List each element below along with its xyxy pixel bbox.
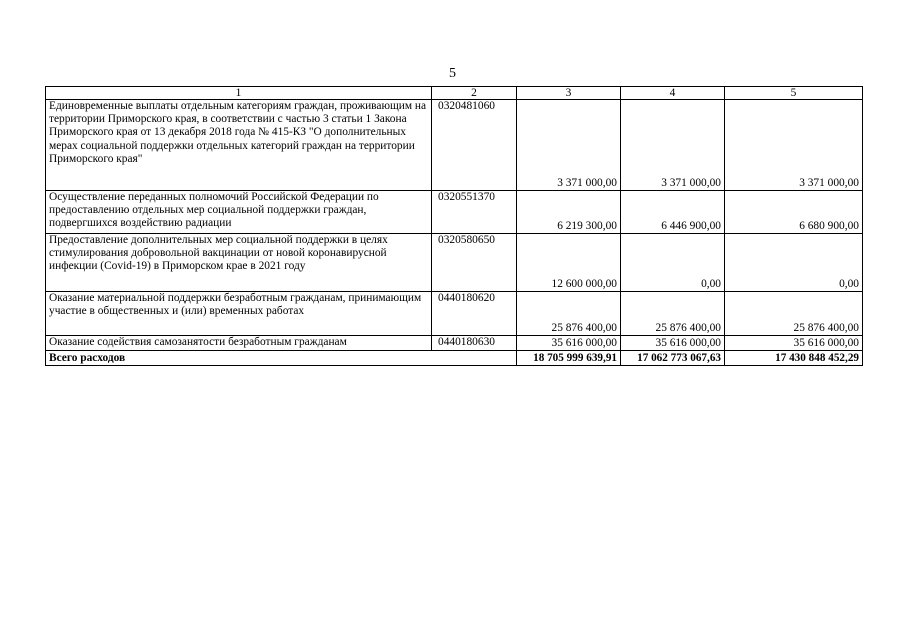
table-row bbox=[46, 336, 863, 351]
column-header: 5 bbox=[725, 87, 863, 100]
column-header: 3 bbox=[517, 87, 621, 100]
amount-2021: 25 876 400,00 bbox=[517, 292, 621, 336]
table-row bbox=[46, 100, 863, 191]
amount-2023: 25 876 400,00 bbox=[725, 292, 863, 336]
amount-2022: 3 371 000,00 bbox=[621, 100, 725, 191]
budget-code: 0320481060 bbox=[432, 100, 517, 191]
amount-2021: 6 219 300,00 bbox=[517, 191, 621, 234]
total-label: Всего расходов bbox=[46, 351, 517, 366]
column-header: 4 bbox=[621, 87, 725, 100]
total-2023: 17 430 848 452,29 bbox=[725, 351, 863, 366]
total-row bbox=[46, 351, 863, 366]
total-2022: 17 062 773 067,63 bbox=[621, 351, 725, 366]
budget-code: 0320551370 bbox=[432, 191, 517, 234]
budget-code: 0320580650 bbox=[432, 234, 517, 292]
amount-2021: 12 600 000,00 bbox=[517, 234, 621, 292]
column-header: 2 bbox=[432, 87, 517, 100]
table-row bbox=[46, 292, 863, 336]
table-row bbox=[46, 191, 863, 234]
expense-name: Оказание содействия самозанятости безработным гражданам bbox=[46, 336, 432, 351]
total-2021: 18 705 999 639,91 bbox=[517, 351, 621, 366]
table-row bbox=[46, 234, 863, 292]
amount-2022: 35 616 000,00 bbox=[621, 336, 725, 351]
amount-2023: 0,00 bbox=[725, 234, 863, 292]
amount-2023: 3 371 000,00 bbox=[725, 100, 863, 191]
expense-name: Предоставление дополнительных мер социальной поддержки в целях стимулирования добровольной вакцинации от новой коронавирусной инфекции (Covid-19) в Приморском крае в 2021 году bbox=[46, 234, 432, 292]
budget-code: 0440180620 bbox=[432, 292, 517, 336]
page-number: 5 bbox=[449, 66, 456, 81]
budget-code: 0440180630 bbox=[432, 336, 517, 351]
budget-table bbox=[45, 86, 863, 366]
amount-2021: 3 371 000,00 bbox=[517, 100, 621, 191]
amount-2022: 25 876 400,00 bbox=[621, 292, 725, 336]
expense-name: Единовременные выплаты отдельным категориям граждан, проживающим на территории Приморского края, в соответствии с частью 3 статьи 1 Закона Приморского края от 13 декабря 2018 года № 415-КЗ "О дополнительных мерах социальной поддержки отдельных категорий граждан на территории Приморского края" bbox=[46, 100, 432, 191]
amount-2023: 6 680 900,00 bbox=[725, 191, 863, 234]
expense-name: Осуществление переданных полномочий Российской Федерации по предоставлению отдельных мер социальной поддержки граждан, подвергшихся воздействию радиации bbox=[46, 191, 432, 234]
amount-2021: 35 616 000,00 bbox=[517, 336, 621, 351]
amount-2023: 35 616 000,00 bbox=[725, 336, 863, 351]
expense-name: Оказание материальной поддержки безработным гражданам, принимающим участие в общественных и (или) временных работах bbox=[46, 292, 432, 336]
amount-2022: 0,00 bbox=[621, 234, 725, 292]
column-header: 1 bbox=[46, 87, 432, 100]
amount-2022: 6 446 900,00 bbox=[621, 191, 725, 234]
table-header-row bbox=[46, 87, 863, 100]
